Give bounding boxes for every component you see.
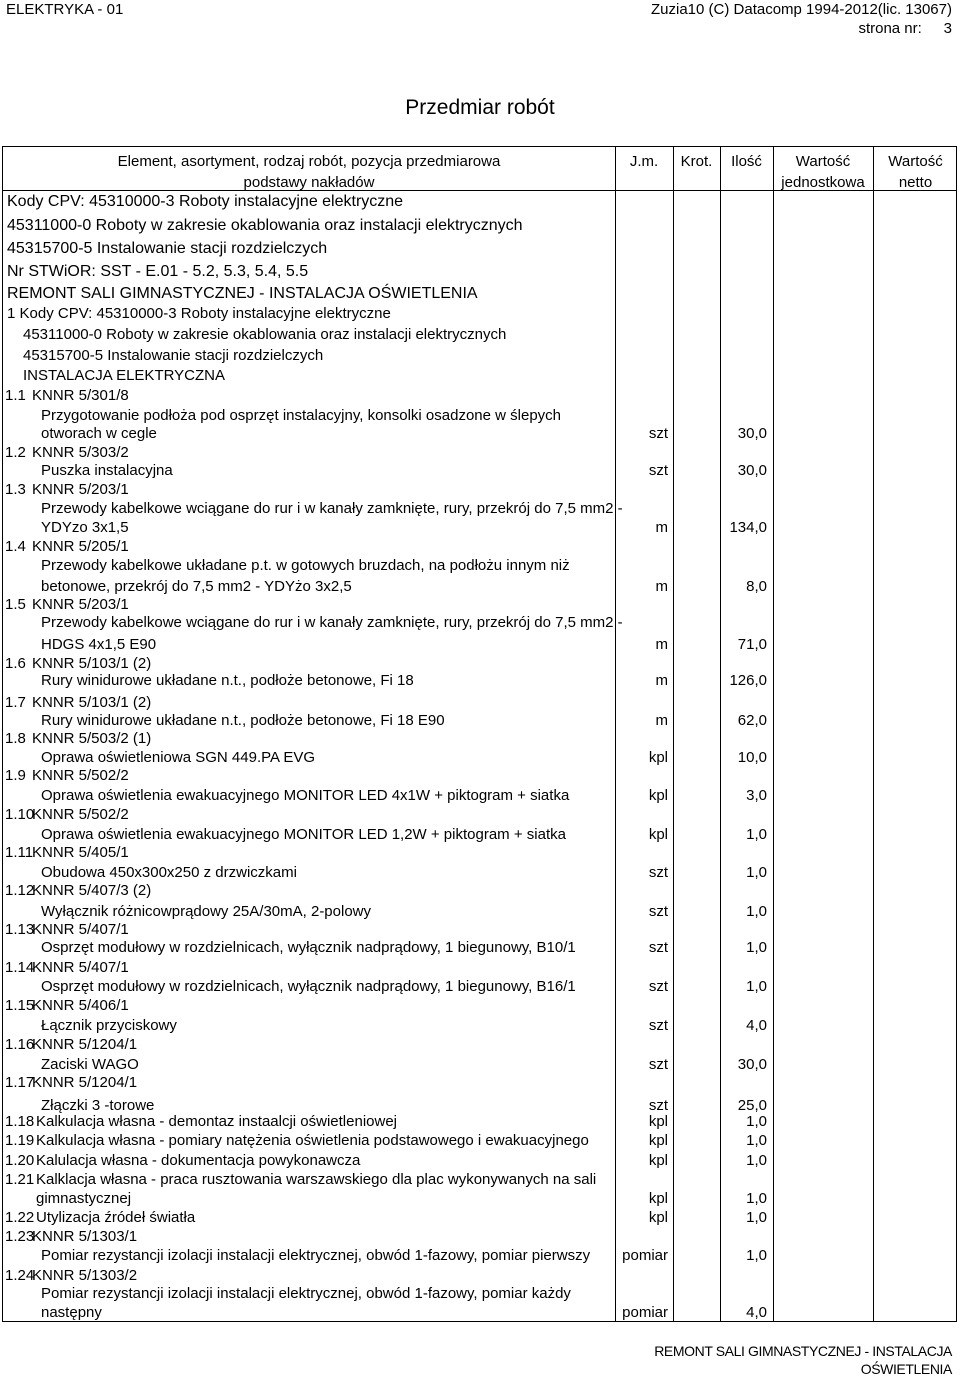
item-number: 1.24 — [5, 1267, 35, 1284]
section-stwior: Nr STWiOR: SST - E.01 - 5.2, 5.3, 5.4, 5.5 — [7, 263, 309, 280]
item-code: KNNR 5/407/3 (2) — [32, 882, 152, 899]
item-quantity: 1,0 — [746, 978, 767, 995]
item-code: KNNR 5/203/1 — [32, 596, 129, 613]
item-code: KNNR 5/406/1 — [32, 997, 129, 1014]
item-unit: kpl — [648, 1113, 668, 1130]
item-unit: kpl — [648, 826, 668, 843]
item-code: KNNR 5/203/1 — [32, 481, 129, 498]
col-header-ilosc: Ilość — [731, 153, 762, 170]
item-description: Kalklacja własna - praca rusztowania warszawskiego dla plac wykonywanych na sali — [36, 1171, 597, 1188]
item-description: Kalkulacja własna - pomiary natężenia oświetlenia podstawowego i ewakuacyjnego — [36, 1132, 589, 1149]
section-cpv: Kody CPV: 45310000-3 Roboty instalacyjne elektryczne — [7, 193, 404, 210]
item-quantity: 1,0 — [746, 1132, 767, 1149]
item-description: gimnastycznej — [36, 1190, 132, 1207]
item-code: KNNR 5/103/1 (2) — [32, 655, 152, 672]
item-quantity: 30,0 — [737, 1056, 767, 1073]
item-quantity: 8,0 — [746, 578, 767, 595]
item-quantity: 4,0 — [746, 1304, 767, 1321]
item-number: 1.23 — [5, 1228, 35, 1245]
item-quantity: 1,0 — [746, 864, 767, 881]
page-number-line — [651, 19, 952, 38]
item-code: KNNR 5/1204/1 — [32, 1074, 138, 1091]
col-header-unit-value-line1: Wartość — [795, 153, 851, 170]
item-number: 1.19 — [5, 1132, 35, 1149]
item-description: Przygotowanie podłoża pod osprzęt instalacyjny, konsolki osadzone w ślepych — [41, 407, 562, 424]
item-description: Puszka instalacyjna — [41, 462, 173, 479]
item-code: KNNR 5/1303/1 — [32, 1228, 138, 1245]
col-header-unit-value — [773, 151, 873, 193]
item-description: HDGS 4x1,5 E90 — [41, 636, 157, 653]
item-number: 1.2 — [5, 444, 26, 461]
col-header-element — [3, 151, 615, 193]
item-quantity: 1,0 — [746, 903, 767, 920]
item-unit: kpl — [648, 749, 668, 766]
item-number: 1.6 — [5, 655, 26, 672]
item-unit: szt — [648, 1056, 668, 1073]
section-cpv: 45315700-5 Instalowanie stacji rozdzielczych — [7, 240, 328, 257]
item-unit: szt — [648, 1097, 668, 1114]
item-unit: kpl — [648, 1209, 668, 1226]
col-divider — [673, 147, 674, 1321]
item-number: 1.17 — [5, 1074, 35, 1091]
item-number: 1.15 — [5, 997, 35, 1014]
item-quantity: 71,0 — [737, 636, 767, 653]
item-number: 1.7 — [5, 694, 26, 711]
col-header-element-line1: Element, asortyment, rodzaj robót, pozycja przedmiarowa — [117, 153, 501, 170]
item-number: 1.4 — [5, 538, 26, 555]
item-number: 1.12 — [5, 882, 35, 899]
col-header-net-value — [873, 151, 958, 193]
item-description: Wyłącznik różnicowprądowy 25A/30mA, 2-polowy — [41, 903, 371, 920]
item-quantity: 134,0 — [729, 519, 767, 536]
item-number: 1.10 — [5, 806, 35, 823]
item-code: KNNR 5/503/2 (1) — [32, 730, 152, 747]
item-unit: m — [655, 712, 668, 729]
page-label: strona nr: — [858, 20, 922, 37]
item-code: KNNR 5/407/1 — [32, 921, 129, 938]
col-divider — [720, 147, 721, 1321]
item-number: 1.8 — [5, 730, 26, 747]
item-number: 1.3 — [5, 481, 26, 498]
item-description: Zaciski WAGO — [41, 1056, 139, 1073]
section-project-title: REMONT SALI GIMNASTYCZNEJ - INSTALACJA OŚWIETLENIA — [7, 285, 478, 302]
page-title: Przedmiar robót — [405, 96, 555, 119]
page-header-right — [651, 0, 952, 38]
item-code: KNNR 5/405/1 — [32, 844, 129, 861]
item-description: następny — [41, 1304, 102, 1321]
item-unit: szt — [648, 1017, 668, 1034]
item-description: Przewody kabelkowe układane p.t. w gotowych bruzdach, na podłożu innym niż — [41, 557, 570, 574]
item-code: KNNR 5/301/8 — [32, 387, 129, 404]
item-description: YDYzo 3x1,5 — [41, 519, 129, 536]
item-code: KNNR 5/1204/1 — [32, 1036, 138, 1053]
item-quantity: 10,0 — [737, 749, 767, 766]
item-quantity: 30,0 — [737, 462, 767, 479]
item-quantity: 1,0 — [746, 1190, 767, 1207]
item-description: Łącznik przyciskowy — [41, 1017, 177, 1034]
item-unit: szt — [648, 903, 668, 920]
item-unit: pomiar — [622, 1304, 668, 1321]
item-quantity: 126,0 — [729, 672, 767, 689]
item-quantity: 3,0 — [746, 787, 767, 804]
item-unit: szt — [648, 462, 668, 479]
item-number: 1.16 — [5, 1036, 35, 1053]
item-code: KNNR 5/502/2 — [32, 767, 129, 784]
item-unit: szt — [648, 978, 668, 995]
item-quantity: 1,0 — [746, 1152, 767, 1169]
item-description: Złączki 3 -torowe — [41, 1097, 155, 1114]
item-quantity: 25,0 — [737, 1097, 767, 1114]
item-description: Oprawa oświetleniowa SGN 449.PA EVG — [41, 749, 316, 766]
software-license: Zuzia10 (C) Datacomp 1994-2012(lic. 13067) — [651, 1, 952, 18]
item-code: KNNR 5/407/1 — [32, 959, 129, 976]
item-unit: pomiar — [622, 1247, 668, 1264]
item-description: Oprawa oświetlenia ewakuacyjnego MONITOR LED 4x1W + piktogram + siatka — [41, 787, 570, 804]
item-unit: kpl — [648, 1152, 668, 1169]
item-description: Pomiar rezystancji izolacji instalacji elektrycznej, obwód 1-fazowy, pomiar każdy — [41, 1285, 571, 1302]
item-number: 1.9 — [5, 767, 26, 784]
item-number: 1.14 — [5, 959, 35, 976]
section-cpv: 45311000-0 Roboty w zakresie okablowania oraz instalacji elektrycznych — [23, 326, 507, 343]
item-number: 1.22 — [5, 1209, 35, 1226]
footer-project-name — [654, 1342, 952, 1378]
item-description: betonowe, przekrój do 7,5 mm2 - YDYżo 3x2,5 — [41, 578, 352, 595]
col-divider — [615, 147, 616, 1321]
section-cpv: 45315700-5 Instalowanie stacji rozdzielczych — [23, 347, 324, 364]
item-number: 1.1 — [5, 387, 26, 404]
item-unit: szt — [648, 425, 668, 442]
item-description: Przewody kabelkowe wciągane do rur i w kanały zamknięte, rury, przekrój do 7,5 mm2 - — [41, 500, 623, 517]
page-number: 3 — [943, 20, 952, 37]
item-number: 1.5 — [5, 596, 26, 613]
col-header-net-value-line2: netto — [898, 174, 933, 191]
document-name: ELEKTRYKA - 01 — [6, 1, 124, 18]
item-quantity: 1,0 — [746, 1209, 767, 1226]
item-unit: szt — [648, 939, 668, 956]
item-description: Kalulacja własna - dokumentacja powykonawcza — [36, 1152, 361, 1169]
item-description: Obudowa 450x300x250 z drzwiczkami — [41, 864, 297, 881]
footer-line2: OŚWIETLENIA — [860, 1361, 952, 1377]
item-description: otworach w cegle — [41, 425, 157, 442]
item-unit: m — [655, 578, 668, 595]
item-number: 1.20 — [5, 1152, 35, 1169]
item-description: Rury winidurowe układane n.t., podłoże betonowe, Fi 18 E90 — [41, 712, 445, 729]
item-quantity: 62,0 — [737, 712, 767, 729]
col-divider — [773, 147, 774, 1321]
item-number: 1.13 — [5, 921, 35, 938]
item-quantity: 1,0 — [746, 1247, 767, 1264]
item-description: Oprawa oświetlenia ewakuacyjnego MONITOR LED 1,2W + piktogram + siatka — [41, 826, 566, 843]
item-unit: kpl — [648, 787, 668, 804]
item-number: 1.11 — [5, 844, 34, 861]
item-quantity: 1,0 — [746, 826, 767, 843]
item-unit: m — [655, 636, 668, 653]
section-cpv: 1 Kody CPV: 45310000-3 Roboty instalacyjne elektryczne — [7, 305, 391, 322]
estimate-table — [2, 146, 957, 1322]
item-quantity: 30,0 — [737, 425, 767, 442]
item-description: Kalkulacja własna - demontaz instaalcji oświetleniowej — [36, 1113, 398, 1130]
col-header-net-value-line1: Wartość — [888, 153, 943, 170]
item-code: KNNR 5/303/2 — [32, 444, 129, 461]
footer-line1: REMONT SALI GIMNASTYCZNEJ - INSTALACJA — [654, 1343, 952, 1359]
col-header-jm: J.m. — [629, 153, 659, 170]
section-subtitle: INSTALACJA ELEKTRYCZNA — [23, 367, 226, 384]
col-header-krot: Krot. — [680, 153, 713, 170]
item-description: Rury winidurowe układane n.t., podłoże betonowe, Fi 18 — [41, 672, 414, 689]
item-code: KNNR 5/103/1 (2) — [32, 694, 152, 711]
item-code: KNNR 5/502/2 — [32, 806, 129, 823]
item-unit: m — [655, 519, 668, 536]
item-quantity: 4,0 — [746, 1017, 767, 1034]
item-unit: kpl — [648, 1190, 668, 1207]
item-code: KNNR 5/205/1 — [32, 538, 129, 555]
item-description: Osprzęt modułowy w rozdzielnicach, wyłącznik nadprądowy, 1 biegunowy, B16/1 — [41, 978, 576, 995]
item-unit: szt — [648, 864, 668, 881]
item-description: Pomiar rezystancji izolacji instalacji elektrycznej, obwód 1-fazowy, pomiar pierwszy — [41, 1247, 591, 1264]
item-quantity: 1,0 — [746, 1113, 767, 1130]
col-header-element-line2: podstawy nakładów — [243, 174, 375, 191]
item-description: Osprzęt modułowy w rozdzielnicach, wyłącznik nadprądowy, 1 biegunowy, B10/1 — [41, 939, 576, 956]
item-number: 1.21 — [5, 1171, 35, 1188]
section-cpv: 45311000-0 Roboty w zakresie okablowania oraz instalacji elektrycznych — [7, 217, 523, 234]
item-number: 1.18 — [5, 1113, 35, 1130]
item-description: Przewody kabelkowe wciągane do rur i w kanały zamknięte, rury, przekrój do 7,5 mm2 - — [41, 614, 623, 631]
item-unit: kpl — [648, 1132, 668, 1149]
item-quantity: 1,0 — [746, 939, 767, 956]
col-header-unit-value-line2: jednostkowa — [781, 174, 865, 191]
col-divider — [873, 147, 874, 1321]
item-code: KNNR 5/1303/2 — [32, 1267, 138, 1284]
item-unit: m — [655, 672, 668, 689]
item-description: Utylizacja źródeł światła — [36, 1209, 196, 1226]
